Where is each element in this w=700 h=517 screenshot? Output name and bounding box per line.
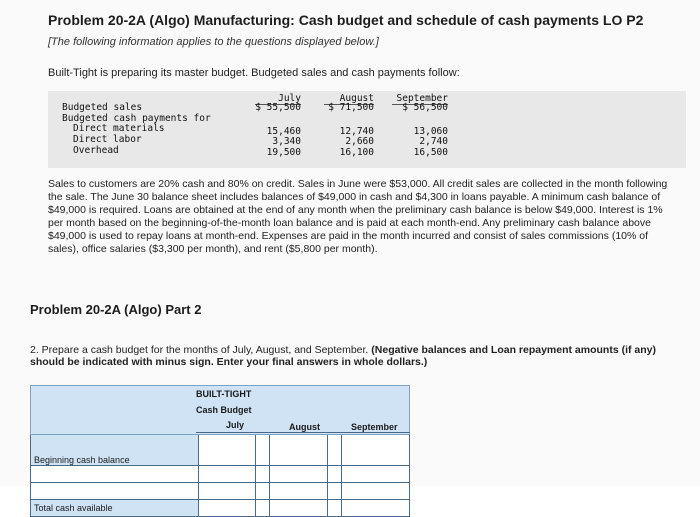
total-cash-august bbox=[270, 500, 328, 517]
budget-row-label: Overhead bbox=[73, 145, 119, 156]
cash-budget-row-label: Beginning cash balance bbox=[31, 435, 199, 466]
part-title: Problem 20-2A (Algo) Part 2 bbox=[30, 302, 202, 317]
spacer-cell bbox=[328, 483, 342, 500]
budget-month-july: July bbox=[255, 93, 301, 105]
column-july: July bbox=[226, 420, 245, 430]
cash-budget-table bbox=[30, 385, 410, 517]
problem-title: Problem 20-2A (Algo) Manufacturing: Cash budget and schedule of cash payments LO P2 bbox=[48, 12, 644, 28]
budget-cell: 15,460 bbox=[266, 126, 301, 137]
problem-paragraph: Sales to customers are 20% cash and 80% on credit. Sales in June were $53,000. All credit sales are collected in the month following the sale. The June 30 balance sheet includes balances of $49,000 in cash and $4,300 in loans payable. A minimum cash balance of $49,000 is required. Loans are obtained at the end of any month when the preliminary cash balance is below $49,000. Interest is 1% per month based on the beginning-of-the-month loan balance and is paid at each month-end. Any preliminary cash balance above $49,000 is used to repay loans at month-end. Expenses are paid in the month incurred and consist of sales commissions (10% of sales), office salaries ($3,300 per month), and rent ($5,800 per month). bbox=[48, 178, 668, 255]
budget-cell: 19,500 bbox=[266, 147, 301, 158]
problem-intro: Built-Tight is preparing its master budget. Budgeted sales and cash payments follow: bbox=[48, 67, 460, 79]
receipts-august-input[interactable] bbox=[270, 483, 328, 500]
budget-row-label: Budgeted cash payments for bbox=[62, 113, 211, 124]
spacer-cell bbox=[256, 466, 270, 483]
budget-row-label: Budgeted sales bbox=[62, 102, 143, 113]
beginning-cash-july-input[interactable] bbox=[198, 435, 256, 466]
receipts-july-input[interactable] bbox=[198, 466, 256, 483]
problem-note: [The following information applies to the questions displayed below.] bbox=[48, 36, 379, 48]
spacer-cell bbox=[328, 500, 342, 517]
cash-budget-header bbox=[31, 386, 410, 435]
budget-cell: $ 56,500 bbox=[402, 102, 448, 113]
budget-cell: 13,060 bbox=[413, 126, 448, 137]
budget-cell: 2,660 bbox=[345, 136, 374, 147]
budget-row-label: Direct labor bbox=[73, 134, 142, 145]
spacer-cell bbox=[256, 483, 270, 500]
beginning-cash-august-input[interactable] bbox=[270, 435, 328, 466]
budget-table bbox=[48, 91, 686, 168]
beginning-cash-september-input[interactable] bbox=[342, 435, 410, 466]
receipts-september-input[interactable] bbox=[342, 483, 410, 500]
spacer-cell bbox=[328, 466, 342, 483]
question bbox=[30, 344, 692, 368]
company-name: BUILT-TIGHT bbox=[196, 389, 252, 399]
budget-cell: $ 71,500 bbox=[328, 102, 374, 113]
column-august: August bbox=[289, 422, 320, 432]
cash-receipts-label-input[interactable] bbox=[31, 483, 199, 500]
budget-cell: 2,740 bbox=[419, 136, 448, 147]
cash-budget-row-label: Total cash available bbox=[31, 500, 199, 517]
spacer-cell bbox=[328, 435, 342, 466]
budget-cell: 16,500 bbox=[413, 147, 448, 158]
receipts-july-input[interactable] bbox=[198, 483, 256, 500]
budget-month-september: September bbox=[392, 93, 448, 105]
budget-cell: 3,340 bbox=[272, 136, 301, 147]
column-september: September bbox=[351, 422, 398, 432]
receipts-august-input[interactable] bbox=[270, 466, 328, 483]
question-text: 2. Prepare a cash budget for the months of July, August, and September. bbox=[30, 344, 369, 356]
question-instruction: (Negative balances and Loan repayment amounts (if any) should be indicated with minus sign. Enter your final answers in whole dollars.) bbox=[30, 344, 657, 368]
total-cash-july bbox=[198, 500, 256, 517]
budget-cell: 16,100 bbox=[339, 147, 374, 158]
receipts-september-input[interactable] bbox=[342, 466, 410, 483]
total-cash-september bbox=[342, 500, 410, 517]
budget-cell: 12,740 bbox=[339, 126, 374, 137]
budget-cell: $ 55,500 bbox=[255, 102, 301, 113]
budget-month-august: August bbox=[324, 93, 374, 105]
spacer-cell bbox=[256, 435, 270, 466]
cash-budget-title: Cash Budget bbox=[196, 405, 252, 415]
budget-row-label: Direct materials bbox=[73, 123, 165, 134]
cash-receipts-label-input[interactable] bbox=[31, 466, 199, 483]
spacer-cell bbox=[256, 500, 270, 517]
